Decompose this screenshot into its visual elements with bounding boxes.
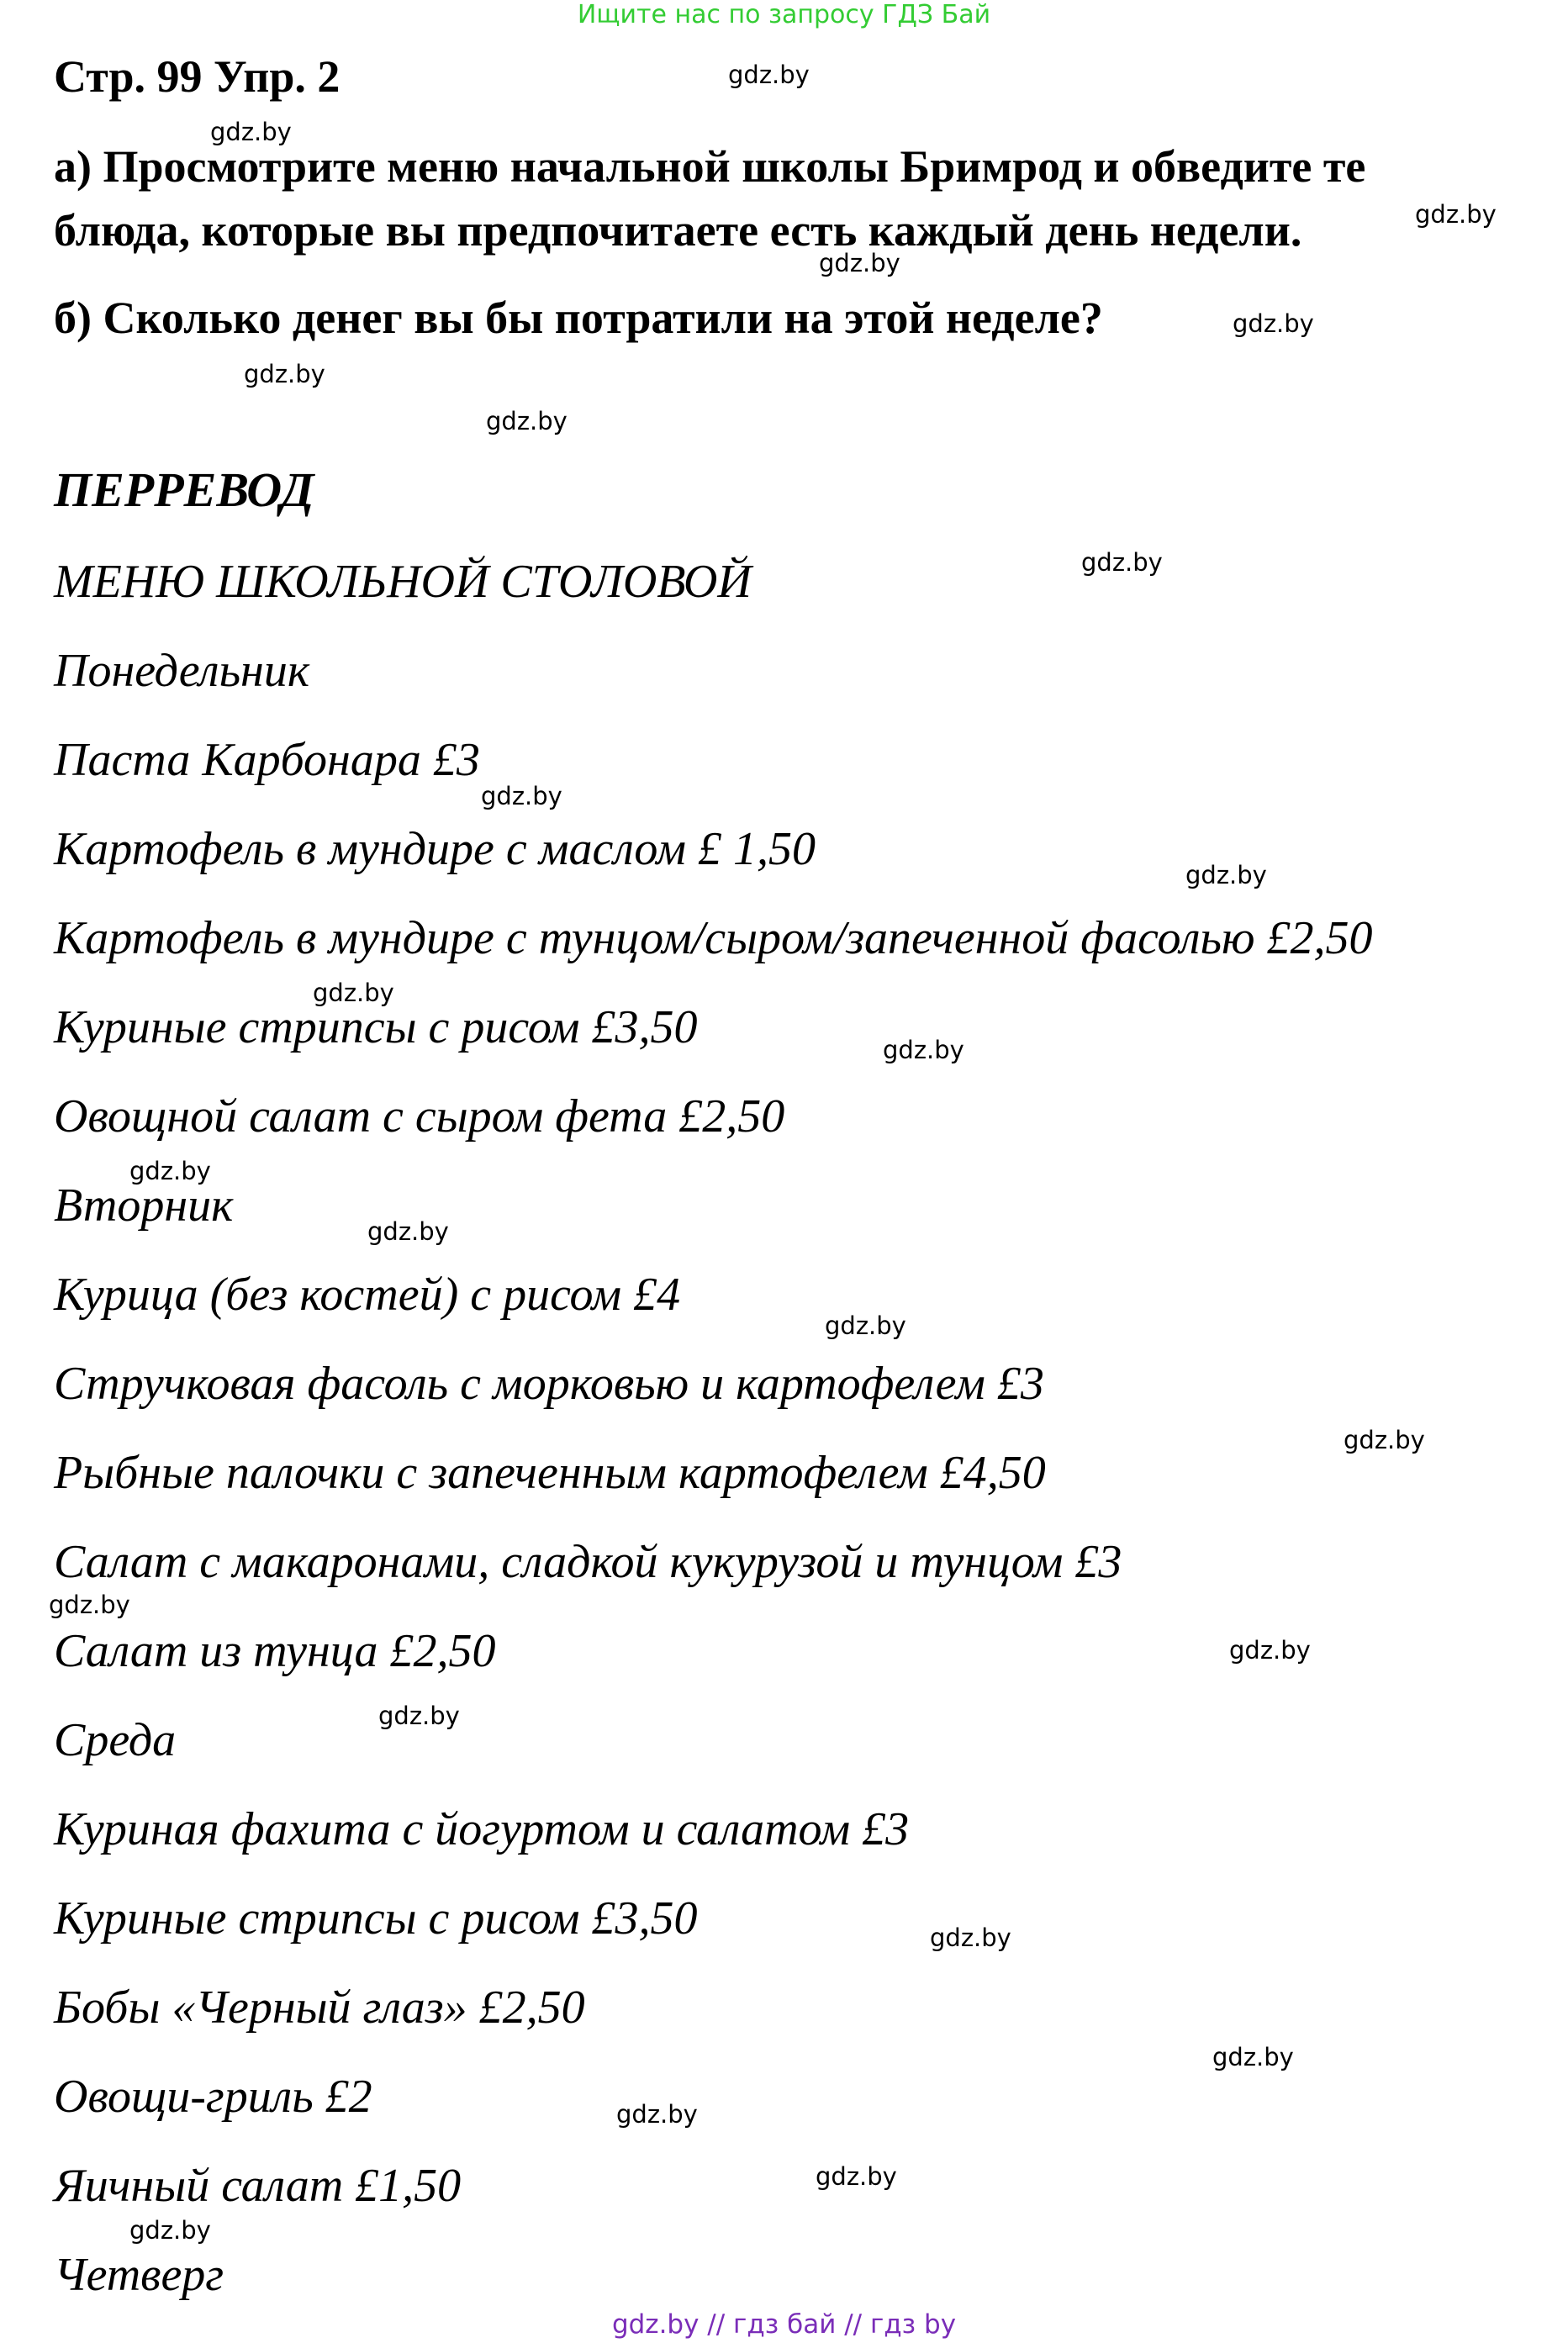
watermark: gdz.by bbox=[244, 360, 325, 388]
task-a bbox=[54, 135, 1365, 262]
watermark: gdz.by bbox=[129, 1157, 211, 1185]
watermark: gdz.by bbox=[1185, 861, 1267, 889]
day-tuesday: Вторник bbox=[54, 1179, 234, 1232]
day-monday: Понедельник bbox=[54, 645, 310, 697]
watermark: gdz.by bbox=[1212, 2043, 1294, 2071]
task-a-line-1: а) Просмотрите меню начальной школы Бримрод и обведите те bbox=[54, 141, 1366, 192]
watermark: gdz.by bbox=[129, 2216, 211, 2245]
menu-item: Овощной салат с сыром фета £2,50 bbox=[54, 1090, 785, 1142]
footer-links[interactable]: gdz.by // гдз бай // гдз by bbox=[611, 2309, 957, 2340]
translation-heading: ПЕРРЕВОД bbox=[54, 462, 314, 517]
watermark: gdz.by bbox=[1081, 548, 1163, 577]
menu-item: Картофель в мундире с тунцом/сыром/запеченной фасолью £2,50 bbox=[54, 912, 1373, 964]
menu-item: Курица (без костей) с рисом £4 bbox=[54, 1269, 681, 1321]
menu-item: Стручковая фасоль с морковью и картофелем £3 bbox=[54, 1358, 1044, 1410]
menu-item: Рыбные палочки с запеченным картофелем £4,50 bbox=[54, 1447, 1046, 1499]
menu-item: Картофель в мундире с маслом £ 1,50 bbox=[54, 823, 816, 875]
watermark: gdz.by bbox=[1415, 200, 1497, 229]
menu-item: Овощи-гриль £2 bbox=[54, 2071, 372, 2123]
watermark: gdz.by bbox=[1229, 1636, 1311, 1665]
menu-list bbox=[54, 548, 1373, 2330]
menu-item: Куриная фахита с йогуртом и салатом £3 bbox=[54, 1803, 910, 1855]
watermark: gdz.by bbox=[883, 1036, 964, 1064]
menu-item: Салат из тунца £2,50 bbox=[54, 1625, 496, 1677]
watermark: gdz.by bbox=[486, 407, 568, 435]
watermark: gdz.by bbox=[481, 782, 562, 810]
menu-item: Яичный салат £1,50 bbox=[54, 2160, 462, 2212]
top-banner[interactable]: Ищите нас по запросу ГДЗ Бай bbox=[577, 0, 991, 29]
watermark: gdz.by bbox=[819, 249, 900, 277]
watermark: gdz.by bbox=[816, 2162, 897, 2191]
menu-item: Куриные стрипсы с рисом £3,50 bbox=[54, 1001, 698, 1053]
task-b: б) Сколько денег вы бы потратили на этой неделе? bbox=[54, 293, 1103, 343]
menu-item: Паста Карбонара £3 bbox=[54, 734, 480, 786]
day-wednesday: Среда bbox=[54, 1714, 177, 1766]
page-title: Стр. 99 Упр. 2 bbox=[54, 51, 341, 102]
watermark: gdz.by bbox=[210, 118, 292, 146]
menu-title: МЕНЮ ШКОЛЬНОЙ СТОЛОВОЙ bbox=[54, 556, 752, 608]
menu-item: Бобы «Черный глаз» £2,50 bbox=[54, 1982, 585, 2034]
menu-item: Куриные стрипсы с рисом £3,50 bbox=[54, 1892, 698, 1945]
watermark: gdz.by bbox=[1233, 309, 1314, 338]
task-a-line-2: блюда, которые вы предпочитаете есть каждый день недели. bbox=[54, 205, 1302, 256]
day-thursday: Четверг bbox=[54, 2249, 224, 2301]
watermark: gdz.by bbox=[616, 2100, 698, 2129]
watermark: gdz.by bbox=[313, 979, 394, 1007]
watermark: gdz.by bbox=[930, 1923, 1011, 1952]
watermark: gdz.by bbox=[49, 1591, 130, 1619]
watermark: gdz.by bbox=[728, 61, 810, 89]
watermark: gdz.by bbox=[378, 1702, 460, 1730]
watermark: gdz.by bbox=[1344, 1426, 1425, 1454]
watermark: gdz.by bbox=[367, 1217, 449, 1246]
menu-item: Салат с макаронами, сладкой кукурузой и тунцом £3 bbox=[54, 1536, 1122, 1588]
watermark: gdz.by bbox=[825, 1311, 906, 1340]
